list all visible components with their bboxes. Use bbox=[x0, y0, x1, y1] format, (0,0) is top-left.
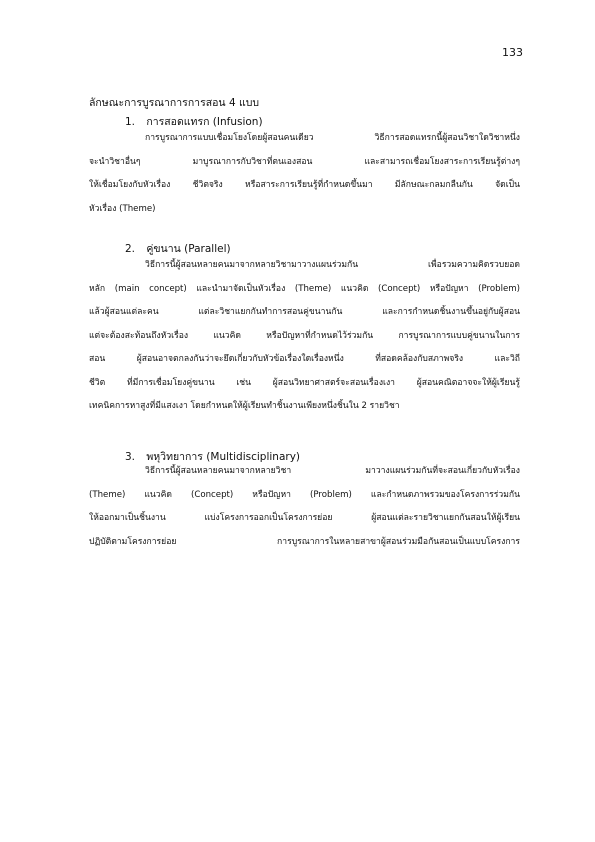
paragraph-line: ให้เชื่อมโยงกับหัวเรื่อง ชีวิตจริง หรือสาระการเรียนรู้ที่กำหนดขึ้นมา มีลักษณะกลมกลืนกัน จัดเป็น bbox=[89, 180, 520, 190]
paragraph-line: ให้ออกมาเป็นชิ้นงาน แบ่งโครงการออกเป็นโครงการย่อย ผู้สอนแต่ละรายวิชาแยกกันสอนให้ผู้เรียน bbox=[89, 513, 520, 523]
paragraph-line: หลัก (main concept) และนำมาจัดเป็นหัวเรื่อง (Theme) แนวคิด (Concept) หรือปัญหา (Problem) bbox=[89, 283, 520, 294]
paragraph-infusion bbox=[89, 127, 520, 221]
paragraph-line: จะนำวิชาอื่นๆ มาบูรณาการกับวิชาที่ตนเองสอน และสามารถเชื่อมโยงสาระการเรียนรู้ต่างๆ bbox=[89, 156, 520, 167]
paragraph-line: เทคนิคการหาสูงที่มีแสงเงา โดยกำหนดให้ผู้เรียนทำชิ้นงานเพียงหนึ่งชิ้นใน 2 รายวิชา bbox=[89, 401, 400, 411]
paragraph-line: ชีวิต ที่มีการเชื่อมโยงคู่ขนาน เช่น ผู้สอนวิทยาศาสตร์จะสอนเรื่องเงา ผู้สอนคณิตอาจจะให้ผู้เรียนรู้ bbox=[89, 377, 520, 388]
subsection-number: 2. bbox=[125, 243, 136, 255]
paragraph-line: วิธีการนี้ผู้สอนหลายคนมาจากหลายวิชามาวางแผนร่วมกัน เพื่อรวมความคิดรวบยอด bbox=[145, 260, 520, 270]
paragraph-line: ปฏิบัติตามโครงการย่อย การบูรณาการในหลายสาขาผู้สอนร่วมมือกันสอนเป็นแบบโครงการ bbox=[89, 536, 520, 547]
subsection-number: 3. bbox=[125, 451, 136, 463]
subsection-title-text: การสอดแทรก (Infusion) bbox=[146, 116, 263, 128]
subsection-title-text: พหุวิทยาการ (Multidisciplinary) bbox=[146, 451, 301, 463]
paragraph-line: หัวเรื่อง (Theme) bbox=[89, 203, 156, 214]
paragraph-line: แต่จะต้องสะท้อนถึงหัวเรื่อง แนวคิด หรือปัญหาที่กำหนดไว้ร่วมกัน การบูรณาการแบบคู่ขนานในการ bbox=[89, 330, 520, 341]
paragraph-line: แล้วผู้สอนแต่ละคน แต่ละวิชาแยกกันทำการสอนคู่ขนานกัน และการกำหนดชิ้นงานขึ้นอยู่กับผู้สอน bbox=[89, 307, 520, 317]
paragraph-multidisciplinary bbox=[89, 460, 520, 554]
section-heading: ลักษณะการบูรณาการการสอน 4 แบบ bbox=[89, 97, 260, 109]
paragraph-line: สอน ผู้สอนอาจตกลงกันว่าจะยึดเกี่ยวกับหัวข้อเรื่องใดเรื่องหนึ่ง ที่สอดคล้องกับสภาพจริง และวิถี bbox=[89, 354, 520, 364]
subsection-title-text: คู่ขนาน (Parallel) bbox=[146, 243, 231, 255]
paragraph-line: วิธีการนี้ผู้สอนหลายคนมาจากหลายวิชา มาวางแผนร่วมกันที่จะสอนเกี่ยวกับหัวเรื่อง bbox=[145, 466, 520, 476]
paragraph-line: การบูรณาการแบบเชื่อมโยงโดยผู้สอนคนเดียว วิธีการสอดแทรกนี้ผู้สอนวิชาใดวิชาหนึ่ง bbox=[145, 133, 520, 143]
subsection-number: 1. bbox=[125, 116, 136, 128]
page-number: 133 bbox=[502, 46, 523, 59]
paragraph-parallel bbox=[89, 254, 520, 419]
paragraph-line: (Theme) แนวคิด (Concept) หรือปัญหา (Problem) และกำหนดภาพรวมของโครงการร่วมกัน bbox=[89, 489, 520, 500]
